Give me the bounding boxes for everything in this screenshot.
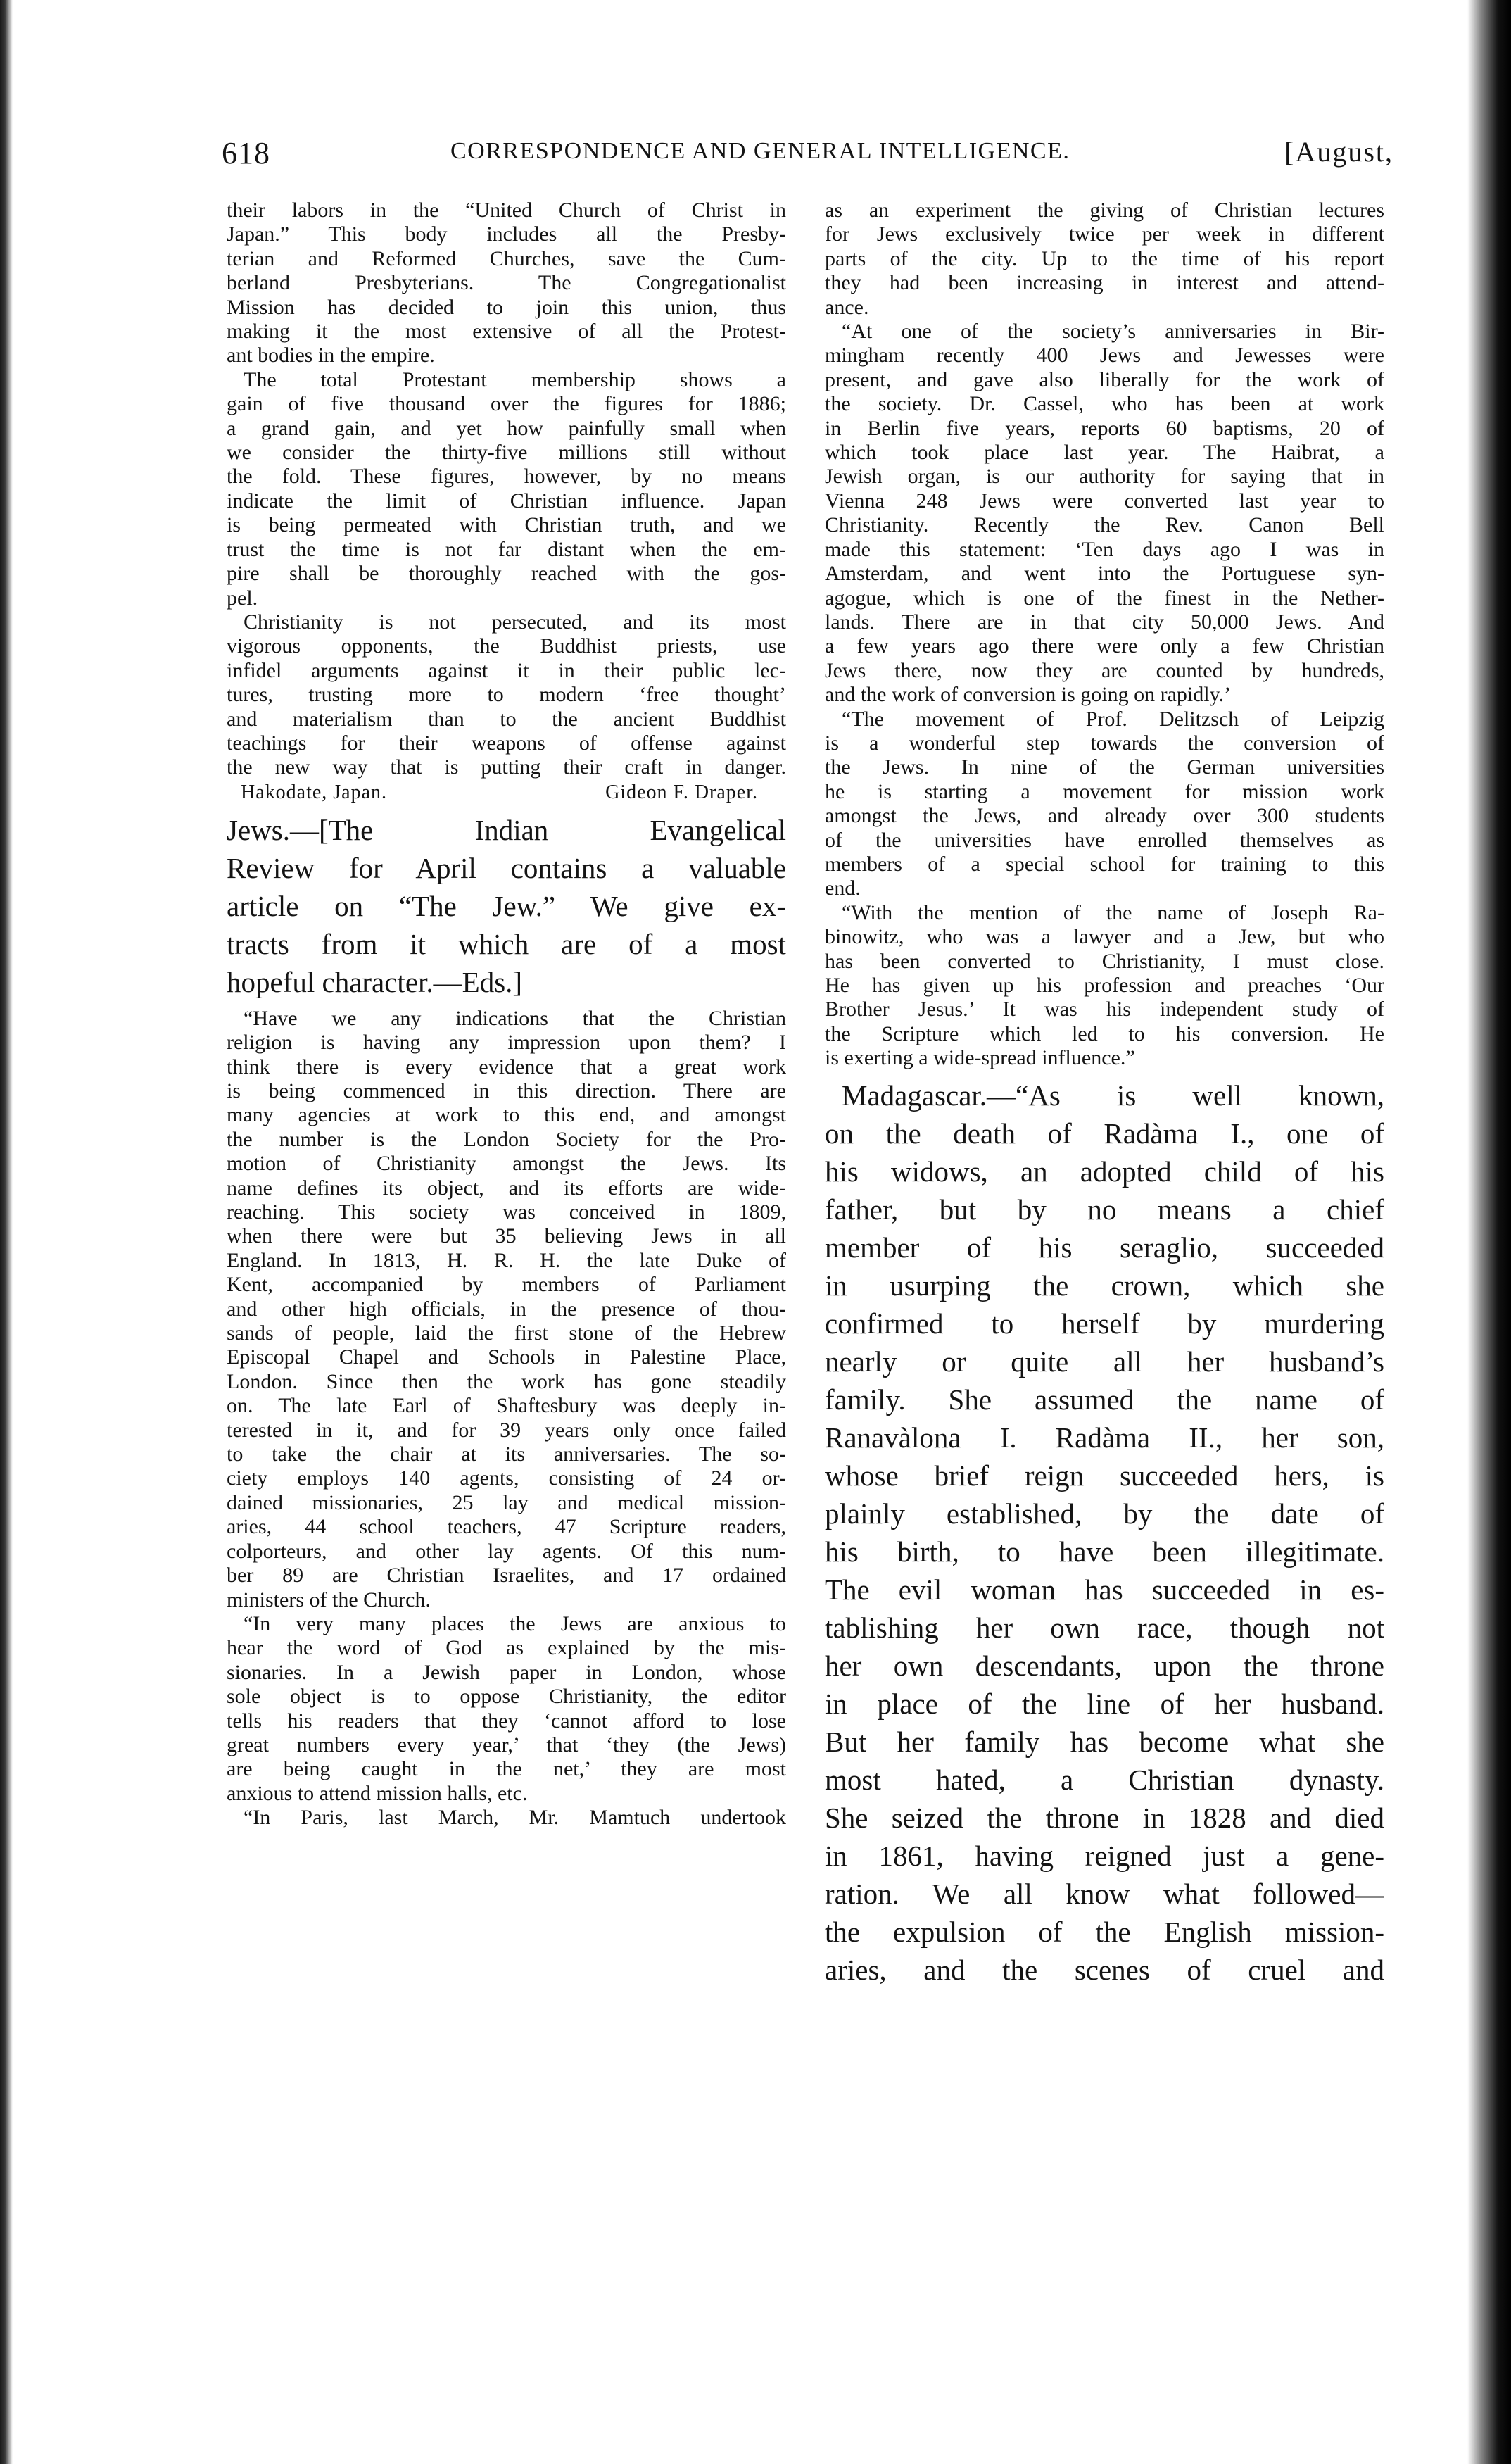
left-column: [227, 199, 786, 1830]
text-line: amongst the Jews, and already over 300 students: [825, 804, 1384, 828]
madagascar-line: The evil woman has succeeded in es-: [825, 1573, 1384, 1606]
text-line: ciety employs 140 agents, consisting of 24 or-: [227, 1466, 786, 1490]
text-line: he is starting a movement for mission work: [825, 779, 1384, 803]
text-line: trust the time is not far distant when the em-: [227, 537, 786, 561]
text-line: Amsterdam, and went into the Portuguese syn-: [825, 562, 1384, 586]
text-line: lands. There are in that city 50,000 Jews. And: [825, 610, 1384, 634]
text-line: “At one of the society’s anniversaries in Bir-: [842, 320, 1384, 344]
text-line: vigorous opponents, the Buddhist priests, use: [227, 634, 786, 658]
signature-name: Gideon F. Draper.: [605, 781, 758, 803]
text-line: sole object is to oppose Christianity, the editor: [227, 1685, 786, 1709]
jews-continued-paragraphs: [825, 199, 1384, 1071]
text-line: colporteurs, and other lay agents. Of this num-: [227, 1539, 786, 1563]
text-line: the Scripture which led to his conversion. He: [825, 1022, 1384, 1045]
text-line: members of a special school for training to this: [825, 852, 1384, 876]
text-line: and the work of conversion is going on rapidly.’: [825, 683, 1232, 707]
madagascar-line: most hated, a Christian dynasty.: [825, 1763, 1384, 1796]
text-line: end.: [825, 876, 861, 900]
madagascar-line: But her family has become what she: [825, 1725, 1384, 1758]
text-line: binowitz, who was a lawyer and a Jew, but who: [825, 925, 1384, 949]
text-line: teachings for their weapons of offense against: [227, 731, 786, 755]
text-line: “In very many places the Jews are anxious to: [244, 1611, 786, 1635]
text-line: mingham recently 400 Jews and Jewesses were: [825, 344, 1384, 367]
section-gap: [227, 805, 786, 811]
text-line: name defines its object, and its efforts are wide-: [227, 1176, 786, 1200]
section-gap: [227, 1001, 786, 1007]
text-line: religion is having any impression upon them? I: [227, 1031, 786, 1055]
text-line: Kent, accompanied by members of Parliament: [227, 1273, 786, 1297]
text-line: has been converted to Christianity, I must close.: [825, 949, 1384, 973]
jews-intro-line: hopeful character.—Eds.]: [227, 965, 523, 998]
scan-edge-left: [0, 0, 13, 2464]
scan-edge-right: [1467, 0, 1511, 2464]
text-line: is exerting a wide-spread influence.”: [825, 1046, 1135, 1070]
text-line: Jews there, now they are counted by hundreds,: [825, 658, 1384, 682]
text-line: “In Paris, last March, Mr. Mamtuch undertook: [244, 1806, 786, 1830]
madagascar-line: in usurping the crown, which she: [825, 1269, 1384, 1302]
text-line: pire shall be thoroughly reached with the gos-: [227, 562, 786, 586]
running-title: CORRESPONDENCE AND GENERAL INTELLIGENCE.: [450, 138, 1070, 164]
text-line: agogue, which is one of the finest in the Nether-: [825, 586, 1384, 610]
text-line: and other high officials, in the presence of thou-: [227, 1297, 786, 1321]
text-line: is being commenced in this direction. There are: [227, 1079, 786, 1102]
madagascar-line: the expulsion of the English mission-: [825, 1915, 1384, 1948]
text-line: the Jews. In nine of the German universities: [825, 755, 1384, 779]
running-head: [222, 135, 1393, 177]
text-line: tures, trusting more to modern ‘free thought’: [227, 683, 786, 707]
text-line: terian and Reformed Churches, save the Cum-: [227, 246, 786, 270]
section-gap: [825, 1071, 1384, 1076]
text-line: reaching. This society was conceived in 1809,: [227, 1200, 786, 1224]
page-number: 618: [222, 136, 270, 170]
jews-intro: [227, 811, 786, 1001]
madagascar-line: his widows, an adopted child of his: [825, 1155, 1384, 1188]
madagascar-line: nearly or quite all her husband’s: [825, 1345, 1384, 1378]
text-line: for Jews exclusively twice per week in different: [825, 222, 1384, 246]
jews-intro-line: Review for April contains a valuable: [227, 851, 786, 884]
text-line: anxious to attend mission halls, etc.: [227, 1781, 528, 1805]
right-column: [825, 199, 1384, 1989]
madagascar-line: father, but by no means a chief: [825, 1193, 1384, 1226]
text-line: of the universities have enrolled themselves as: [825, 828, 1384, 852]
text-line: made this statement: ‘Ten days ago I was in: [825, 537, 1384, 561]
running-date: [August,: [1284, 136, 1393, 168]
signature: [227, 780, 786, 805]
text-line: they had been increasing in interest and attend-: [825, 271, 1384, 295]
text-line: think there is every evidence that a great work: [227, 1055, 786, 1079]
text-line: the new way that is putting their craft in danger.: [227, 755, 786, 779]
text-line: dained missionaries, 25 lay and medical mission-: [227, 1490, 786, 1514]
text-line: ber 89 are Christian Israelites, and 17 ordained: [227, 1564, 786, 1588]
text-line: ance.: [825, 295, 869, 319]
text-line: in Berlin five years, reports 60 baptisms, 20 of: [825, 416, 1384, 440]
madagascar-line: on the death of Radàma I., one of: [825, 1117, 1384, 1150]
text-line: London. Since then the work has gone steadily: [227, 1369, 786, 1393]
text-line: sands of people, laid the first stone of the Hebrew: [227, 1321, 786, 1345]
text-line: indicate the limit of Christian influence. Japan: [227, 489, 786, 513]
jews-intro-line: Jews.—[The Indian Evangelical: [227, 813, 786, 846]
madagascar-line: plainly established, by the date of: [825, 1497, 1384, 1530]
text-line: Christianity. Recently the Rev. Canon Bell: [825, 513, 1384, 537]
text-line: gain of five thousand over the figures for 1886;: [227, 392, 786, 416]
text-line: great numbers every year,’ that ‘they (the Jews): [227, 1733, 786, 1756]
text-line: motion of Christianity amongst the Jews. Its: [227, 1152, 786, 1176]
text-line: Mission has decided to join this union, thus: [227, 295, 786, 319]
text-line: many agencies at work to this end, and amongst: [227, 1103, 786, 1127]
text-line: is being permeated with Christian truth, and we: [227, 513, 786, 537]
text-line: “The movement of Prof. Delitzsch of Leipzig: [842, 707, 1384, 731]
text-line: sionaries. In a Jewish paper in London, whose: [227, 1660, 786, 1684]
text-line: a grand gain, and yet how painfully small when: [227, 416, 786, 440]
text-line: the society. Dr. Cassel, who has been at work: [825, 392, 1384, 416]
text-line: hear the word of God as explained by the mis-: [227, 1636, 786, 1660]
text-line: and materialism than to the ancient Buddhist: [227, 707, 786, 731]
madagascar-line: tablishing her own race, though not: [825, 1611, 1384, 1644]
madagascar-line: confirmed to herself by murdering: [825, 1307, 1384, 1340]
text-line: Brother Jesus.’ It was his independent study of: [825, 998, 1384, 1022]
text-line: the number is the London Society for the Pro-: [227, 1127, 786, 1151]
text-line: aries, 44 school teachers, 47 Scripture readers,: [227, 1515, 786, 1539]
text-line: terested in it, and for 39 years only once failed: [227, 1418, 786, 1442]
text-line: which took place last year. The Haibrat, a: [825, 441, 1384, 465]
japan-paragraphs: [227, 199, 786, 780]
jews-paragraphs: [227, 1007, 786, 1830]
text-line: we consider the thirty-five millions still without: [227, 441, 786, 465]
madagascar-line: whose brief reign succeeded hers, is: [825, 1459, 1384, 1492]
jews-intro-line: tracts from it which are of a most: [227, 927, 786, 960]
text-line: as an experiment the giving of Christian lectures: [825, 199, 1384, 222]
madagascar-line: in place of the line of her husband.: [825, 1687, 1384, 1720]
text-line: to take the chair at its anniversaries. The so-: [227, 1442, 786, 1466]
text-line: Vienna 248 Jews were converted last year to: [825, 489, 1384, 513]
text-line: Japan.” This body includes all the Presby-: [227, 222, 786, 246]
text-line: present, and gave also liberally for the work of: [825, 367, 1384, 391]
text-line: Christianity is not persecuted, and its most: [244, 610, 786, 634]
text-line: The total Protestant membership shows a: [244, 367, 786, 391]
text-line: England. In 1813, H. R. H. the late Duke of: [227, 1248, 786, 1272]
text-line: “With the mention of the name of Joseph Ra-: [842, 900, 1384, 924]
text-line: their labors in the “United Church of Christ in: [227, 199, 786, 222]
signature-place: Hakodate, Japan.: [241, 781, 388, 803]
text-line: tells his readers that they ‘cannot afford to lose: [227, 1709, 786, 1733]
madagascar-line: ration. We all know what followed—: [825, 1877, 1384, 1910]
text-line: when there were but 35 believing Jews in all: [227, 1224, 786, 1248]
madagascar-line: family. She assumed the name of: [825, 1383, 1384, 1416]
madagascar-paragraph: [825, 1076, 1384, 1989]
text-line: berland Presbyterians. The Congregationalist: [227, 271, 786, 295]
madagascar-line: his birth, to have been illegitimate.: [825, 1535, 1384, 1568]
text-line: He has given up his profession and preaches ‘Our: [825, 974, 1384, 997]
text-line: are being caught in the net,’ they are most: [227, 1757, 786, 1781]
text-line: Jewish organ, is our authority for saying that in: [825, 465, 1384, 489]
text-line: parts of the city. Up to the time of his report: [825, 246, 1384, 270]
text-line: the fold. These figures, however, by no means: [227, 465, 786, 489]
text-line: a few years ago there were only a few Christian: [825, 634, 1384, 658]
text-line: ministers of the Church.: [227, 1588, 431, 1611]
text-line: infidel arguments against it in their public lec-: [227, 658, 786, 682]
madagascar-line: She seized the throne in 1828 and died: [825, 1801, 1384, 1834]
madagascar-line: Ranavàlona I. Radàma II., her son,: [825, 1421, 1384, 1454]
madagascar-line: in 1861, having reigned just a gene-: [825, 1839, 1384, 1872]
madagascar-line: her own descendants, upon the throne: [825, 1649, 1384, 1682]
text-line: pel.: [227, 586, 258, 610]
madagascar-line: member of his seraglio, succeeded: [825, 1231, 1384, 1264]
text-line: is a wonderful step towards the conversion of: [825, 731, 1384, 755]
madagascar-line: Madagascar.—“As is well known,: [842, 1079, 1384, 1112]
jews-intro-line: article on “The Jew.” We give ex-: [227, 889, 786, 922]
text-line: on. The late Earl of Shaftesbury was deeply in-: [227, 1394, 786, 1418]
text-line: Episcopal Chapel and Schools in Palestine Place,: [227, 1345, 786, 1369]
text-line: making it the most extensive of all the Protest-: [227, 320, 786, 344]
text-line: ant bodies in the empire.: [227, 344, 435, 367]
text-line: “Have we any indications that the Christian: [244, 1006, 786, 1030]
madagascar-line: aries, and the scenes of cruel and: [825, 1953, 1384, 1986]
